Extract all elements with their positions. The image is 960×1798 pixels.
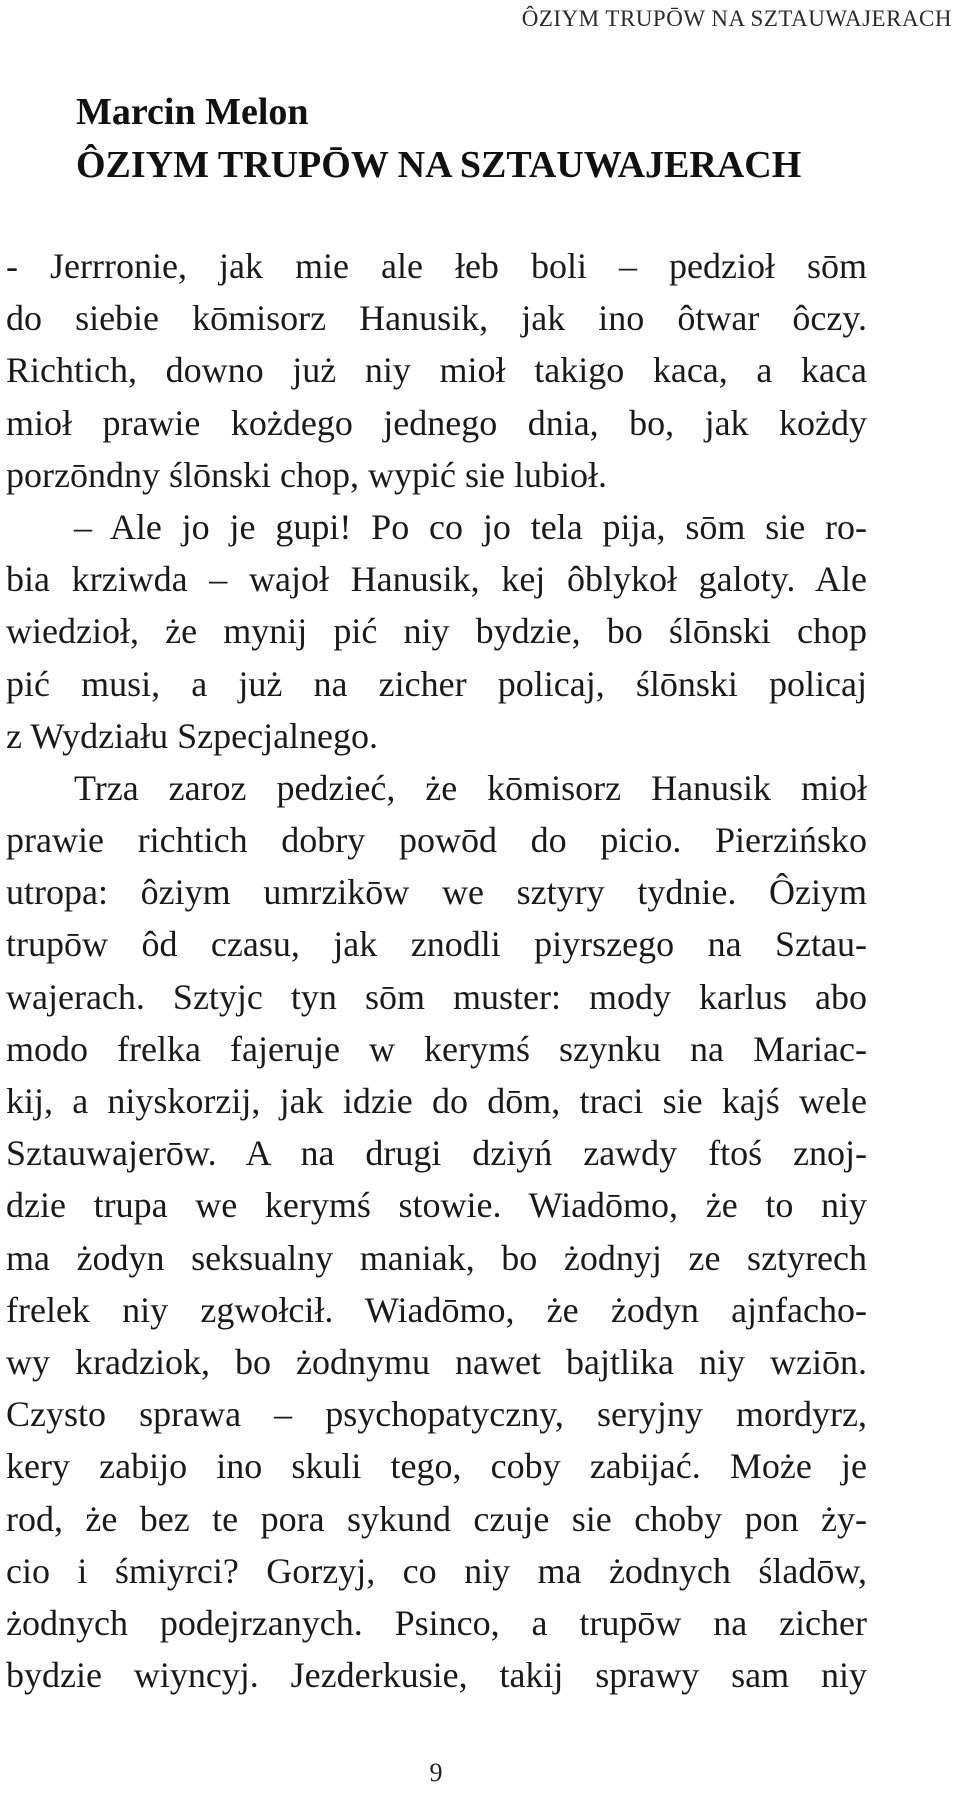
text-line: trupōw ôd czasu, jak znodli piyrszego na Sztau- — [6, 924, 867, 965]
text-line: utropa: ôziym umrzikōw we sztyry tydnie. Ôziym — [6, 872, 867, 913]
text-line: wiedzioł, że mynij pić niy bydzie, bo ślōnski chop — [6, 611, 867, 652]
text-line: wajerach. Sztyjc tyn sōm muster: mody karlus abo — [6, 976, 867, 1017]
text-line: kij, a niyskorzij, jak idzie do dōm, traci sie kajś wele — [6, 1081, 867, 1121]
author-name: Marcin Melon — [76, 91, 309, 133]
text-line: Richtich, downo już niy mioł takigo kaca, a kaca — [6, 350, 867, 391]
text-line: Sztauwajerōw. A na drugi dziyń zawdy ftoś znoj- — [6, 1133, 867, 1174]
text-line: Czysto sprawa – psychopatyczny, seryjny mordyrz, — [6, 1394, 867, 1435]
text-line: kery zabijo ino skuli tego, coby zabijać. Może je — [6, 1446, 867, 1487]
text-line: mioł prawie kożdego jednego dnia, bo, jak kożdy — [6, 402, 867, 443]
text-line: bydzie wiyncyj. Jezderkusie, takij sprawy sam niy — [6, 1655, 867, 1696]
title-block — [76, 86, 801, 192]
text-line: żodnych podejrzanych. Psinco, a trupōw na zicher — [6, 1602, 867, 1643]
text-line: - Jerrronie, jak mie ale łeb boli – pedzioł sōm — [6, 246, 867, 286]
text-line: prawie richtich dobry powōd do picio. Pierzińsko — [6, 820, 867, 861]
text-line: dzie trupa we kerymś stowie. Wiadōmo, że to niy — [6, 1185, 867, 1226]
story-title: ÔZIYM TRUPŌW NA SZTAUWAJERACH — [76, 144, 802, 186]
text-line: wy kradziok, bo żodnymu nawet bajtlika niy wziōn. — [6, 1341, 867, 1382]
text-line: frelek niy zgwołcił. Wiadōmo, że żodyn ajnfacho- — [6, 1289, 867, 1330]
text-line: Trza zaroz pedzieć, że kōmisorz Hanusik mioł — [74, 767, 867, 808]
text-line: pić musi, a już na zicher policaj, ślōnski policaj — [6, 663, 867, 704]
text-line: ma żodyn seksualny maniak, bo żodnyj ze sztyrech — [6, 1237, 867, 1278]
text-line: bia krziwda – wajoł Hanusik, kej ôblykoł galoty. Ale — [6, 559, 867, 600]
body-text — [6, 240, 867, 1701]
text-line: do siebie kōmisorz Hanusik, jak ino ôtwar ôczy. — [6, 298, 867, 339]
text-line: cio i śmiyrci? Gorzyj, co niy ma żodnych śladōw, — [6, 1550, 867, 1591]
text-line: z Wydziału Szpecjalnego. — [6, 715, 379, 756]
page-number: 9 — [429, 1758, 443, 1787]
text-line: rod, że bez te pora sykund czuje sie choby pon ży- — [6, 1498, 867, 1539]
text-line: – Ale jo je gupi! Po co jo tela pija, sōm sie ro- — [74, 506, 867, 547]
text-line: porzōndny ślōnski chop, wypić sie lubioł. — [6, 454, 607, 495]
text-line: modo frelka fajeruje w kerymś szynku na Mariac- — [6, 1028, 867, 1069]
running-header: ÔZIYM TRUPŌW NA SZTAUWAJERACH — [521, 6, 952, 31]
